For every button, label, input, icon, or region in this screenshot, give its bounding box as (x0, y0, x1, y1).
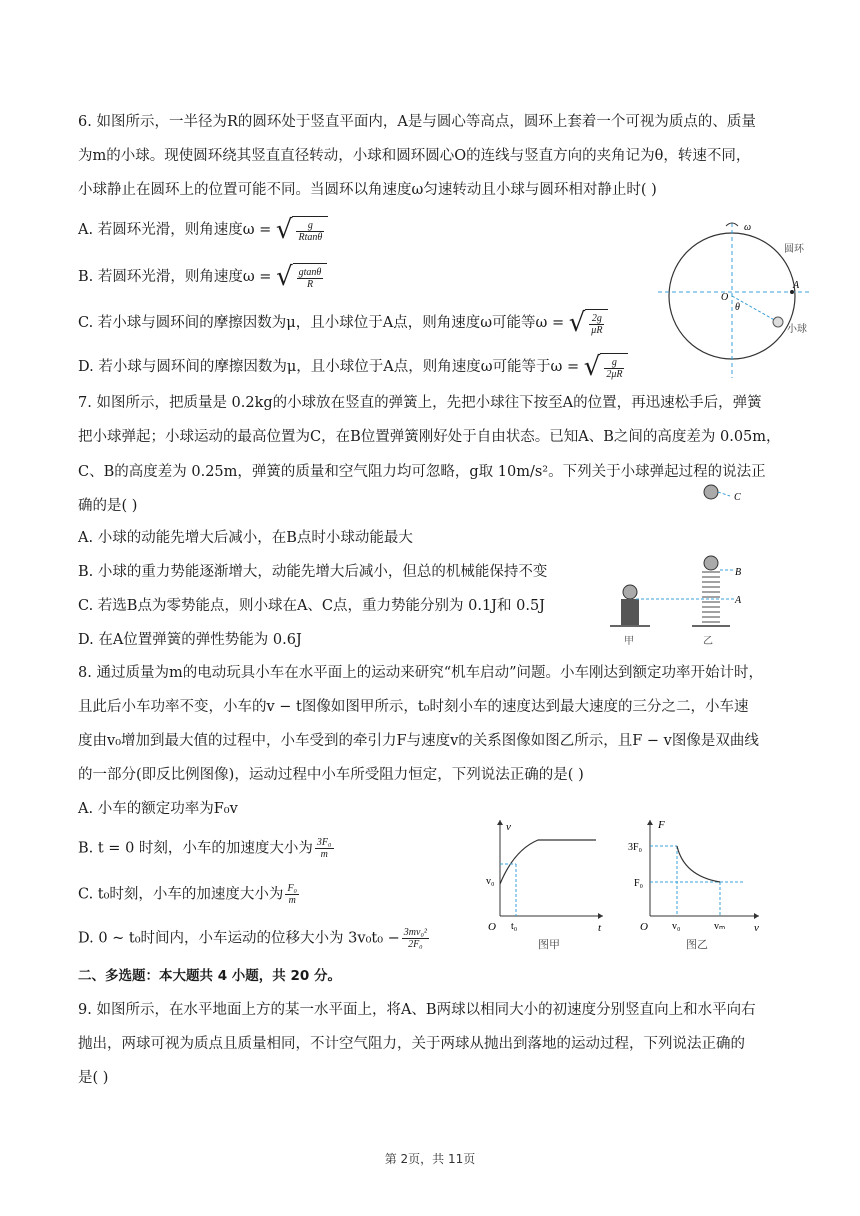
vt-v0-label: v₀ (486, 876, 495, 887)
spring-yi (702, 572, 720, 622)
vt-t0-label: t₀ (511, 921, 518, 932)
theta-label: θ (735, 302, 740, 313)
section-heading: 二、多选题：本大题共 4 小题，共 20 分。 (78, 968, 341, 984)
f0-label: F₀ (634, 878, 644, 889)
fv-axis-arrows (647, 820, 759, 919)
vt-t-label: t (598, 922, 602, 934)
q8-option-b: B. t = 0 时刻，小车的加速度大小为 $\frac{\text{3F₀}}{m}$ (78, 837, 332, 860)
q8-option-d: D. 0 ~ t₀时间内，小车运动的位移大小为 3v₀t₀ − $\frac{\text{3mv₀²}}{\text{2F₀}}$ (78, 927, 427, 950)
a-label: A (793, 280, 800, 291)
q6-stem-line-1: 6. 如图所示，一半径为R的圆环处于竖直平面内，A是与圆心等高点，圆环上套着一个可视为质点的、质量 (78, 114, 756, 130)
o-label: O (721, 292, 729, 303)
jia-label: 甲 (624, 636, 634, 647)
vt-curve (500, 840, 596, 884)
jia-caption: 图甲 (538, 938, 560, 951)
spring-jia (621, 599, 639, 625)
q9-stem-line-2: 抛出，两球可视为质点且质量相同，不计空气阻力，关于两球从抛出到落地的运动过程，下列说法正确的 (78, 1036, 745, 1052)
ball-label: 小球 (787, 324, 807, 335)
q8-option-a: A. 小车的额定功率为F₀v (78, 801, 238, 817)
fv-o-label: O (640, 921, 648, 933)
vt-v-label: v (506, 821, 511, 833)
fv-curve (677, 846, 720, 882)
q8-stem-line-1: 8. 通过质量为m的电动玩具小车在水平面上的运动来研究“机车启动”问题。小车刚达到额定功率开始计时， (78, 665, 764, 681)
fv-graph (624, 812, 774, 954)
q8-stem-line-4: 的一部分(即反比例图像)，运动过程中小车所受阻力恒定，下列说法正确的是( ) (78, 767, 584, 783)
q7-stem-line-4: 确的是( ) (78, 498, 138, 514)
q8-stem-line-3: 度由v₀增加到最大值的过程中，小车受到的牵引力F与速度v的关系图像如图乙所示，且F − v图像是双曲线 (78, 733, 759, 749)
q9-stem-line-1: 9. 如图所示，在水平地面上方的某一水平面上，将A、B两球以相同大小的初速度分别竖直向上和水平向右 (78, 1002, 756, 1018)
ball-dot (773, 317, 783, 327)
yi-caption: 图乙 (686, 938, 708, 951)
q7-option-a: A. 小球的动能先增大后减小，在B点时小球动能最大 (78, 530, 413, 546)
q6-stem-line-2: 为m的小球。现使圆环绕其竖直直径转动，小球和圆环圆心O的连线与竖直方向的夹角记为θ，转速不同， (78, 148, 751, 164)
page-footer: 第 2页，共 11页 (384, 1152, 476, 1166)
omega-label: ω (744, 222, 752, 233)
3f0-label: 3F₀ (628, 842, 643, 853)
vt-o-label: O (488, 921, 496, 933)
a-label: A (735, 595, 742, 606)
q8-option-c: C. t₀时刻，小车的加速度大小为 $\frac{\text{F₀}}{m}$ (78, 883, 298, 906)
q7-stem-line-2: 把小球弹起；小球运动的最高位置为C，在B位置弹簧刚好处于自由状态。已知A、B之间的高度差为 0.05m， (78, 429, 781, 445)
ring-label: 圆环 (784, 244, 804, 255)
q8-stem-line-2: 且此后小车功率不变，小车的v − t图像如图甲所示，t₀时刻小车的速度达到最大速度的三分之二，小车速 (78, 699, 749, 715)
c-pointer (718, 492, 730, 496)
fv-f-label: F (658, 819, 665, 831)
q7-stem-line-1: 7. 如图所示，把质量是 0.2kg的小球放在竖直的弹簧上，先把小球往下按至A的位置，再迅速松手后，弹簧 (78, 395, 762, 411)
q9-stem-line-3: 是( ) (78, 1070, 109, 1086)
q6-option-a: A. 若圆环光滑，则角速度ω = √ $\frac{g}{Rtan\theta}$ (78, 216, 328, 244)
fv-v0-label: v₀ (672, 921, 681, 932)
ball-jia (623, 585, 637, 599)
q6-option-b: B. 若圆环光滑，则角速度ω = √ $\frac{gtan\theta}{R}$ (78, 263, 327, 291)
q7-option-c: C. 若选B点为零势能点，则小球在A、C点，重力势能分别为 0.1J和 0.5J (78, 598, 545, 614)
ring-figure (650, 218, 825, 388)
q6-option-c: C. 若小球与圆环间的摩擦因数为μ，且小球位于A点，则角速度ω可能等ω = √ $\frac{2g}{\mu R}$ (78, 309, 608, 337)
vm-label: vₘ (714, 921, 726, 932)
ball-at-c (704, 485, 718, 499)
ball-yi (704, 556, 718, 570)
q6-option-d: D. 若小球与圆环间的摩擦因数为μ，且小球位于A点，则角速度ω可能等于ω = √ $\frac{g}{2\mu R}$ (78, 353, 628, 381)
yi-label: 乙 (703, 636, 713, 647)
c-label: C (734, 492, 741, 503)
b-label: B (735, 567, 742, 578)
spring-figure (600, 478, 760, 650)
q7-option-b: B. 小球的重力势能逐渐增大，动能先增大后减小，但总的机械能保持不变 (78, 564, 548, 580)
q6-stem-line-3: 小球静止在圆环上的位置可能不同。当圆环以角速度ω匀速转动且小球与圆环相对静止时( ) (78, 182, 657, 198)
fv-v-label: v (754, 922, 759, 934)
vt-graph (478, 812, 618, 954)
axis-arrows (497, 820, 603, 919)
q7-option-d: D. 在A位置弹簧的弹性势能为 0.6J (78, 632, 302, 648)
q7-stem-line-3: C、B的高度差为 0.25m，弹簧的质量和空气阻力均可忽略，g取 10m/s²。下列关于小球弹起过程的说法正 (78, 464, 766, 480)
